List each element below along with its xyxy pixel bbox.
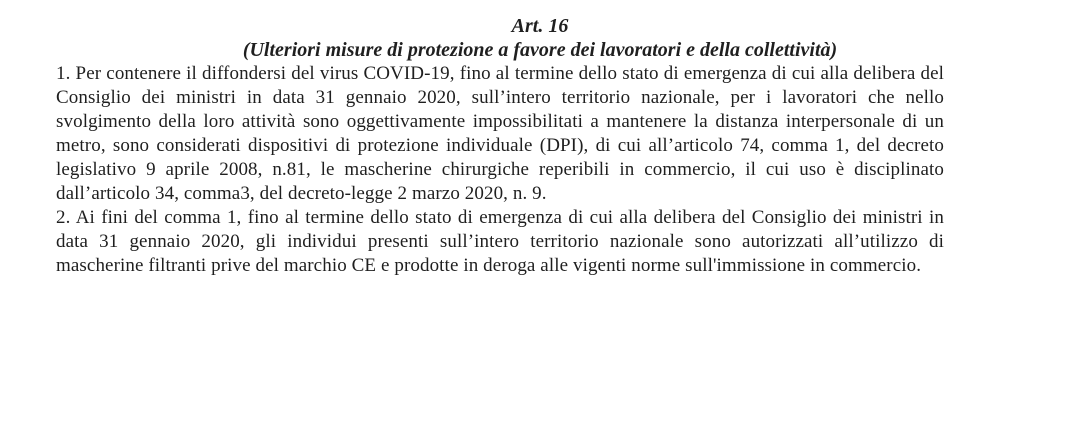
paragraph-comma-1: 1. Per contenere il diffondersi del virus COVID-19, fino al termine dello stato di emergenza di cui alla delibera del Consiglio dei ministri in data 31 gennaio 2020, sull’intero territorio nazionale, per i lavoratori che nello svolgimento della loro attività sono oggettivamente impossibilitati a mantenere la distanza interpersonale di un metro, sono considerati dispositivi di protezione individuale (DPI), di cui all’articolo 74, comma 1, del decreto legislativo 9 aprile 2008, n.81, le mascherine chirurgiche reperibili in commercio, il cui uso è disciplinato dall’articolo 34, comma3, del decreto-legge 2 marzo 2020, n. 9. [56,63,944,204]
article-title: Art. 16 [511,15,569,37]
article-subtitle: (Ulteriori misure di protezione a favore dei lavoratori e della collettività) [242,39,838,61]
article-body [56,62,944,278]
paragraph-comma-2: 2. Ai fini del comma 1, fino al termine dello stato di emergenza di cui alla delibera del Consiglio dei ministri in data 31 gennaio 2020, gli individui presenti sull’intero territorio nazionale sono autorizzati all’utilizzo di mascherine filtranti prive del marchio CE e prodotte in deroga alle vigenti norme sull'immissione in commercio. [56,207,944,276]
